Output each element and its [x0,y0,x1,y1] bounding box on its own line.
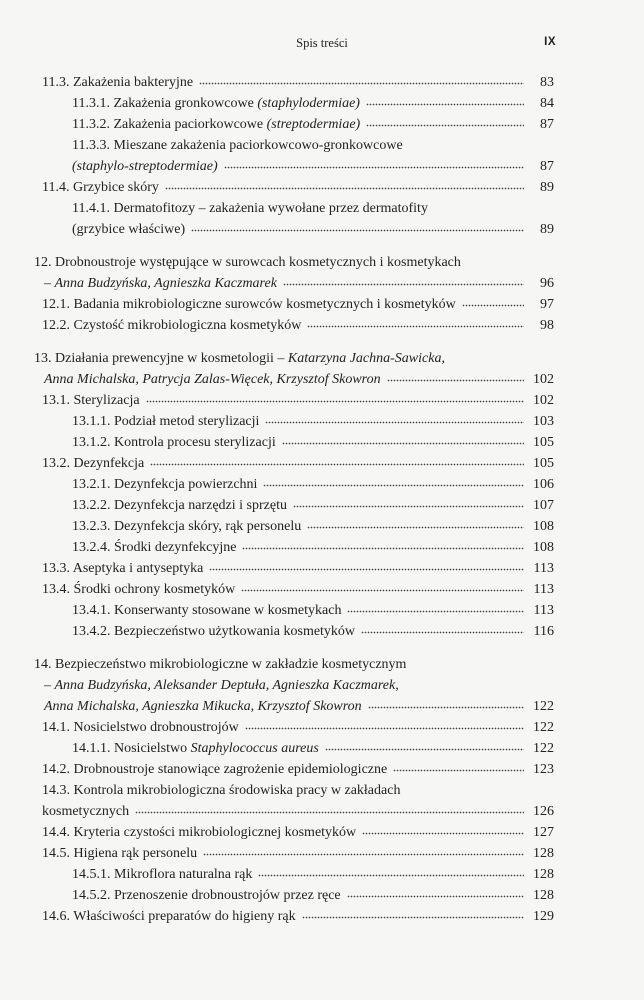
toc-line-continued [34,801,554,822]
toc-entry-title: 11.4.1. Dermatofitozy – zakażenia wywołane przez dermatofity [72,201,428,216]
toc-line [34,864,554,885]
toc-entry [34,114,554,135]
toc-entry-title: 13.2.2. Dezynfekcja narzędzi i sprzętu [72,498,287,513]
dot-leader [362,831,524,835]
toc-line-continued [34,369,554,390]
toc-page-number: 83 [540,75,554,90]
toc-entry-title: Anna Michalska, Agnieszka Mikucka, Krzysztof Skowron [44,699,362,714]
toc-line [34,537,554,558]
dot-leader [245,726,524,730]
toc-line [34,198,554,219]
dot-leader [282,441,524,445]
toc-line [34,453,554,474]
toc-line-continued [34,273,554,294]
dot-leader [265,420,524,424]
dot-leader [462,303,524,307]
toc-entry-title: 14.1.1. Nosicielstwo Staphylococcus aureus [72,741,319,756]
toc-entry [34,516,554,537]
dot-leader [241,588,524,592]
toc-page-number: 103 [533,414,554,429]
toc-entry [34,315,554,336]
toc-entry-title: 13.2.1. Dezynfekcja powierzchni [72,477,258,492]
toc-page-number: 108 [533,540,554,555]
toc-line [34,72,554,93]
toc-entry [34,474,554,495]
toc-line [34,474,554,495]
toc-entry-title: (grzybice właściwe) [72,222,186,237]
toc-entry [34,759,554,780]
toc-entry-title: 13.4. Środki ochrony kosmetyków [42,582,236,597]
toc-entry [34,252,554,294]
toc-line [34,558,554,579]
toc-entry-title: 14.6. Właściwości preparatów do higieny rąk [42,909,296,924]
toc-page-number: 102 [533,393,554,408]
toc-page-number: 105 [533,435,554,450]
toc-entry-title: 13.3. Aseptyka i antyseptyka [42,561,204,576]
toc-entry-title: 12. Drobnoustroje występujące w surowcach kosmetycznych i kosmetykach [34,255,461,270]
toc-page-number: 87 [540,159,554,174]
toc-line-continued [34,675,554,696]
toc-page-number: 98 [540,318,554,333]
toc-page-number: 105 [533,456,554,471]
toc-entry-title: 14. Bezpieczeństwo mikrobiologiczne w zakładzie kosmetycznym [34,657,407,672]
toc-entry [34,453,554,474]
toc-page-number: 122 [533,699,554,714]
toc-entry-title: 11.3.2. Zakażenia paciorkowcowe (streptodermiae) [72,117,361,132]
toc-entry-title: 13.2.4. Środki dezynfekcyjne [72,540,237,555]
toc-entry-title: 14.5.2. Przenoszenie drobnoustrojów przez ręce [72,888,341,903]
dot-leader [368,705,524,709]
toc-line [34,717,554,738]
toc-entry-title: 13.1.2. Kontrola procesu sterylizacji [72,435,276,450]
toc-page-number: 102 [533,372,554,387]
dot-leader [347,894,524,898]
toc-line [34,516,554,537]
dot-leader [347,609,524,613]
toc-entry [34,72,554,93]
toc-page-number: 126 [533,804,554,819]
dot-leader [366,102,524,106]
toc-entry-title: 11.3.3. Mieszane zakażenia paciorkowcowo-gronkowcowe [72,138,403,153]
toc-entry-title: 14.1. Nosicielstwo drobnoustrojów [42,720,239,735]
dot-leader [302,915,524,919]
toc-entry-title: 13.1. Sterylizacja [42,393,140,408]
toc-entry-title: 13. Działania prewencyjne w kosmetologii – Katarzyna Jachna-Sawicka, [34,351,445,366]
toc-line [34,579,554,600]
running-title: Spis treści [296,36,348,50]
dot-leader [191,228,524,232]
toc-entry-title: 14.3. Kontrola mikrobiologiczna środowiska pracy w zakładach [42,783,401,798]
toc-line [34,294,554,315]
toc-page-number: 113 [533,561,554,576]
toc-entry [34,495,554,516]
toc-entry-title: (staphylo-streptodermiae) [72,159,218,174]
toc-entry-title: 11.3. Zakażenia bakteryjne [42,75,194,90]
dot-leader [199,81,524,85]
toc-entry-title: 14.5. Higiena rąk personelu [42,846,198,861]
toc-page-number: 108 [533,519,554,534]
toc-page-number: 107 [533,498,554,513]
toc-line [34,780,554,801]
toc-entry [34,198,554,240]
toc-entry [34,600,554,621]
dot-leader [366,123,524,127]
toc-entry [34,348,554,390]
toc-page-number: 113 [533,582,554,597]
toc-page-number: 106 [533,477,554,492]
toc-page-number: 127 [533,825,554,840]
toc-entry [34,717,554,738]
toc-entry-title: – Anna Budzyńska, Aleksander Deptuła, Agnieszka Kaczmarek, [44,678,399,693]
toc-entry [34,390,554,411]
toc-entry [34,864,554,885]
dot-leader [325,747,524,751]
dot-leader [393,768,524,772]
toc-entry-title: 12.1. Badania mikrobiologiczne surowców kosmetycznych i kosmetyków [42,297,456,312]
page-number-roman: IX [544,36,556,48]
toc-line [34,252,554,273]
dot-leader [307,525,524,529]
toc-page-number: 128 [533,846,554,861]
toc-line [34,885,554,906]
toc-line [34,432,554,453]
toc-entry [34,558,554,579]
toc-entry-title: 11.3.1. Zakażenia gronkowcowe (staphylodermiae) [72,96,360,111]
running-header [0,36,644,56]
toc-page-number: 122 [533,741,554,756]
toc-line [34,600,554,621]
toc-line [34,411,554,432]
toc-entry-title: 14.5.1. Mikroflora naturalna rąk [72,867,253,882]
toc-entry-title: 13.2.3. Dezynfekcja skóry, rąk personelu [72,519,302,534]
toc-line [34,315,554,336]
dot-leader [258,873,524,877]
dot-leader [135,810,524,814]
toc-entry [34,843,554,864]
dot-leader [242,546,524,550]
toc-entry [34,294,554,315]
dot-leader [203,852,524,856]
toc-entry [34,432,554,453]
toc-page-number: 84 [540,96,554,111]
toc-entry [34,135,554,177]
toc-entry-title: 14.2. Drobnoustroje stanowiące zagrożenie epidemiologiczne [42,762,388,777]
toc-line [34,906,554,927]
toc-entry-title: 13.1.1. Podział metod sterylizacji [72,414,260,429]
dot-leader [307,324,524,328]
toc-line-continued [34,156,554,177]
toc-line [34,621,554,642]
toc-page-number: 97 [540,297,554,312]
dot-leader [224,165,524,169]
toc-entry [34,621,554,642]
toc-line [34,390,554,411]
toc-entry [34,93,554,114]
dot-leader [387,378,524,382]
toc-page-number: 89 [540,180,554,195]
dot-leader [165,186,524,190]
toc-line-continued [34,219,554,240]
toc-entry [34,579,554,600]
toc-entry [34,177,554,198]
toc-line [34,759,554,780]
toc-page-number: 129 [533,909,554,924]
toc-line [34,495,554,516]
toc-entry [34,654,554,717]
toc-entry-title: Anna Michalska, Patrycja Zalas-Więcek, Krzysztof Skowron [44,372,381,387]
toc-entry [34,822,554,843]
toc-entry-title: 11.4. Grzybice skóry [42,180,159,195]
toc-line [34,93,554,114]
toc-entry-title: – Anna Budzyńska, Agnieszka Kaczmarek [44,276,277,291]
dot-leader [263,483,524,487]
toc-entry-title: 13.4.1. Konserwanty stosowane w kosmetykach [72,603,342,618]
toc-line [34,135,554,156]
dot-leader [146,399,524,403]
toc-page-number: 87 [540,117,554,132]
toc-entry [34,738,554,759]
toc-entry [34,906,554,927]
dot-leader [293,504,524,508]
dot-leader [283,282,524,286]
toc-line [34,822,554,843]
toc-line [34,177,554,198]
table-of-contents [34,72,554,927]
toc-entry-title: kosmetycznych [42,804,130,819]
toc-line [34,114,554,135]
toc-page-number: 128 [533,888,554,903]
toc-page-number: 123 [533,762,554,777]
toc-line [34,843,554,864]
toc-page-number: 113 [533,603,554,618]
toc-line [34,738,554,759]
toc-entry-title: 14.4. Kryteria czystości mikrobiologicznej kosmetyków [42,825,357,840]
toc-page-number: 96 [540,276,554,291]
toc-page-number: 89 [540,222,554,237]
toc-line [34,654,554,675]
dot-leader [361,630,524,634]
toc-line-continued [34,696,554,717]
dot-leader [209,567,524,571]
toc-line [34,348,554,369]
toc-entry [34,537,554,558]
toc-entry [34,780,554,822]
dot-leader [150,462,524,466]
toc-entry-title: 13.2. Dezynfekcja [42,456,145,471]
toc-page-number: 116 [533,624,554,639]
toc-entry [34,411,554,432]
toc-entry-title: 12.2. Czystość mikrobiologiczna kosmetyków [42,318,302,333]
toc-page-number: 122 [533,720,554,735]
toc-entry-title: 13.4.2. Bezpieczeństwo użytkowania kosmetyków [72,624,356,639]
toc-page-number: 128 [533,867,554,882]
toc-entry [34,885,554,906]
